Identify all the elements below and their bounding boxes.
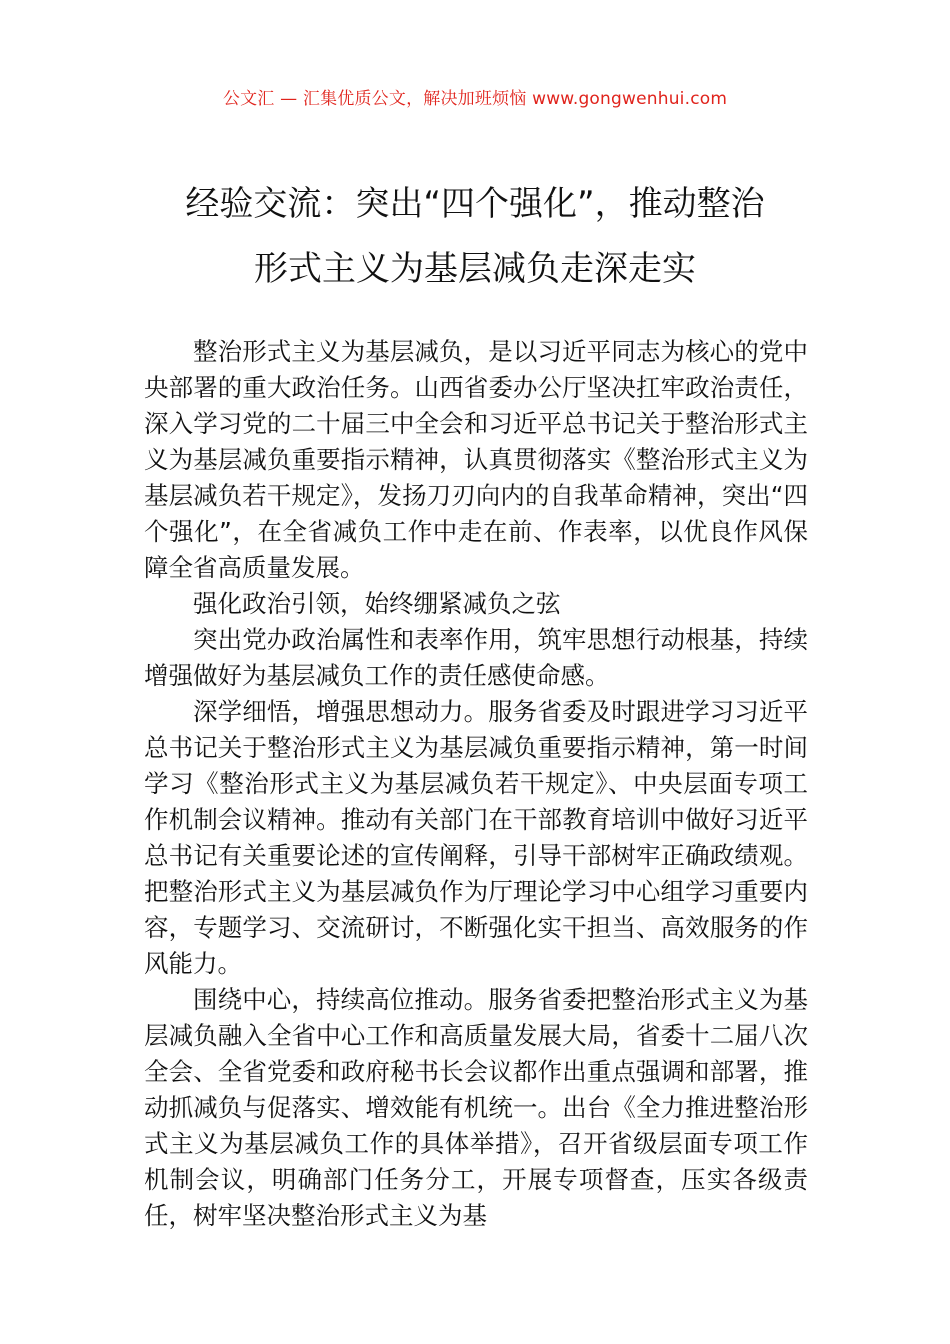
paragraph-intro: 整治形式主义为基层减负，是以习近平同志为核心的党中央部署的重大政治任务。山西省委办公厅坚决扛牢政治责任，深入学习党的二十届三中全会和习近平总书记关于整治形式主义为基层减负重要指示精神，认真贯彻落实《整治形式主义为基层减负若干规定》，发扬刀刃向内的自我革命精神，突出“四个强化”，在全省减负工作中走在前、作表率，以优良作风保障全省高质量发展。 — [144, 337, 808, 582]
document-body — [144, 334, 808, 1234]
document-title — [100, 172, 850, 302]
paragraph-center: 围绕中心，持续高位推动。服务省委把整治形式主义为基层减负融入全省中心工作和高质量发展大局，省委十二届八次全会、全省党委和政府秘书长会议都作出重点强调和部署，推动抓减负与促落实、增效能有机统一。出台《全力推进整治形式主义为基层减负工作的具体举措》，召开省级层面专项工作机制会议，明确部门任务分工，开展专项督查，压实各级责任，树牢坚决整治形式主义为基 — [144, 985, 808, 1230]
paragraph-study: 深学细悟，增强思想动力。服务省委及时跟进学习习近平总书记关于整治形式主义为基层减负重要指示精神，第一时间学习《整治形式主义为基层减负若干规定》、中央层面专项工作机制会议精神。推动有关部门在干部教育培训中做好习近平总书记有关重要论述的宣传阐释，引导干部树牢正确政绩观。把整治形式主义为基层减负作为厅理论学习中心组学习重要内容，专题学习、交流研讨，不断强化实干担当、高效服务的作风能力。 — [144, 697, 808, 978]
section-heading: 强化政治引领，始终绷紧减负之弦 — [193, 589, 561, 618]
site-banner: 公文汇 — 汇集优质公文，解决加班烦恼 www.gongwenhui.com — [222, 89, 728, 109]
title-line-1: 经验交流：突出“四个强化”，推动整治 — [185, 184, 765, 224]
paragraph-section-summary: 突出党办政治属性和表率作用，筑牢思想行动根基，持续增强做好为基层减负工作的责任感使命感。 — [144, 625, 808, 690]
title-line-2: 形式主义为基层减负走深走实 — [254, 249, 696, 289]
